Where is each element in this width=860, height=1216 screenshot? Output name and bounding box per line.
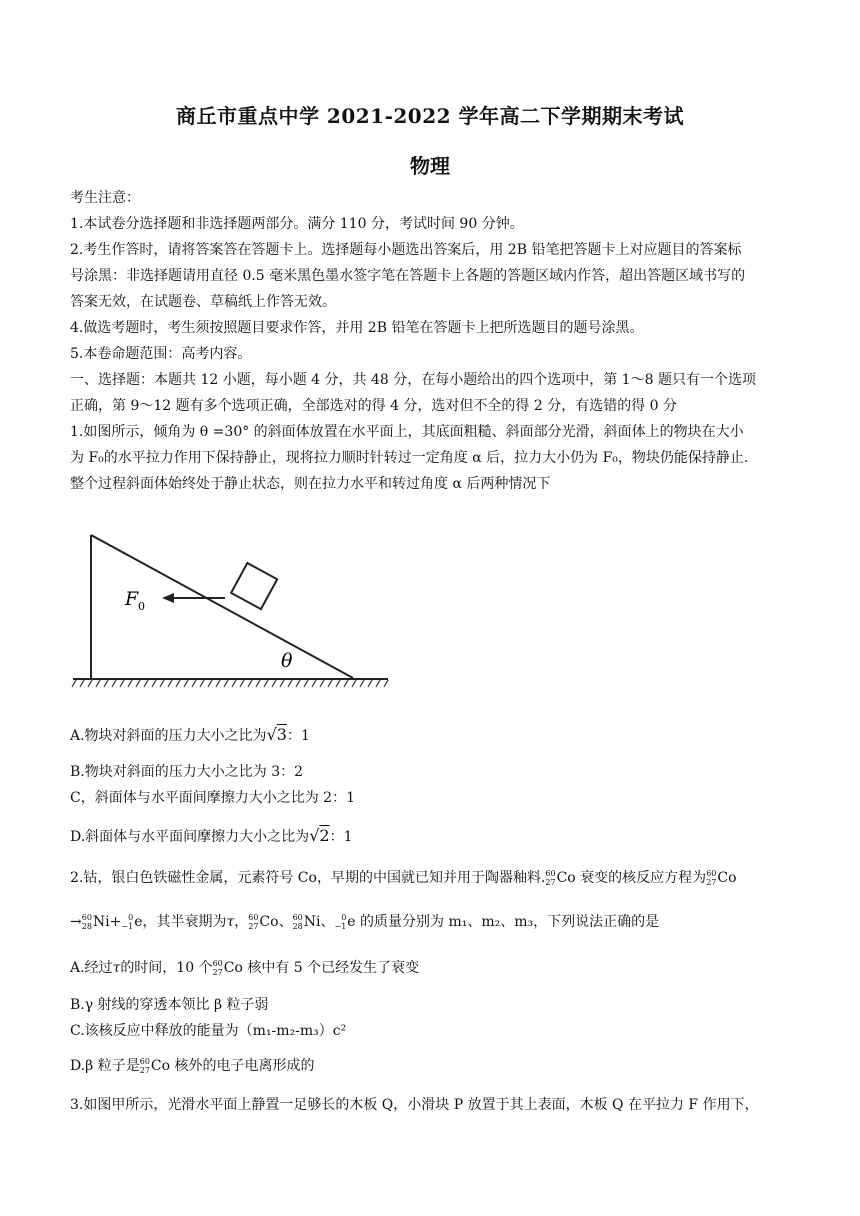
section-1-line-1: 一、选择题：本题共 12 小题，每小题 4 分，共 48 分，在每小题给出的四个选项中，第 1～8 题只有一个选项 <box>70 372 756 388</box>
q2-option-a: A.经过τ的时间，10 个 60 27 Co 核中有 5 个已经发生了衰变 <box>70 959 420 977</box>
q3-stem-line-1: 3.如图甲所示，光滑水平面上静置一足够长的木板 Q，小滑块 P 放置于其上表面，木板 Q 在平拉力 F 作用下， <box>70 1097 759 1113</box>
incline-figure <box>70 525 390 695</box>
notice-item-1: 1.本试卷分选择题和非选择题两部分。满分 110 分，考试时间 90 分钟。 <box>70 216 524 232</box>
angle-label: θ <box>281 650 293 672</box>
q2-option-b: B.γ 射线的穿透本领比 β 粒子弱 <box>70 997 269 1013</box>
q1-stem-line-3: 整个过程斜面体始终处于静止状态，则在拉力水平和转过角度 α 后两种情况下 <box>70 476 551 492</box>
q1-stem-line-2: 为 F₀的水平拉力作用下保持静止，现将拉力顺时针转过一定角度 α 后，拉力大小仍为 F₀，物块仍能保持静止. <box>70 450 749 466</box>
notice-item-2-line-1: 2.考生作答时，请将答案答在答题卡上。选择题每小题选出答案后，用 2B 铅笔把答题卡上对应题目的答案标 <box>70 242 742 258</box>
block <box>231 563 277 609</box>
force-label: F <box>125 588 139 610</box>
sqrt-symbol: √3 <box>266 725 287 744</box>
q2-stem-line-2: → 60 28 Ni+ 0 −1 e，其半衰期为τ， 60 27 Co、 60 28 Ni、 0 −1 e 的质量分别为 m₁、m₂、m₃，下列说法正确的是 <box>70 913 660 931</box>
q1-option-a: A.物块对斜面的压力大小之比为√3：1 <box>70 725 310 744</box>
notice-item-5: 5.本卷命题范围：高考内容。 <box>70 346 252 362</box>
force-subscript: 0 <box>138 600 145 613</box>
q1-option-d: D.斜面体与水平面间摩擦力大小之比为√2：1 <box>70 826 353 845</box>
sqrt-symbol: √2 <box>309 826 330 845</box>
q2-option-d: D.β 粒子是 60 27 Co 核外的电子电离形成的 <box>70 1057 315 1075</box>
q2-option-c: C.该核反应中释放的能量为（m₁-m₂-m₃）c² <box>70 1023 347 1039</box>
q2-stem-line-1: 2.钴，银白色铁磁性金属，元素符号 Co，早期的中国就已知并用于陶器釉料. 60 27 Co 衰变的核反应方程为 60 27 Co <box>70 869 737 887</box>
notice-heading: 考生注意： <box>70 190 140 206</box>
notice-item-4: 4.做选考题时，考生须按照题目要求作答，并用 2B 铅笔在答题卡上把所选题目的题号涂黑。 <box>70 320 644 336</box>
q1-option-b: B.物块对斜面的压力大小之比为 3：2 <box>70 764 304 780</box>
section-1-line-2: 正确，第 9～12 题有多个选项正确，全部选对的得 4 分，选对但不全的得 2 分，有选错的得 0 分 <box>70 398 678 414</box>
exam-title: 商丘市重点中学 2021-2022 学年高二下学期期末考试 <box>175 104 685 128</box>
exam-subject: 物理 <box>410 154 450 178</box>
notice-item-2-line-3: 答案无效，在试题卷、草稿纸上作答无效。 <box>70 294 336 310</box>
q1-option-c: C，斜面体与水平面间摩擦力大小之比为 2：1 <box>70 790 355 806</box>
q1-stem-line-1: 1.如图所示，倾角为 θ =30° 的斜面体放置在水平面上，其底面粗糙、斜面部分光滑，斜面体上的物块在大小 <box>70 424 744 440</box>
notice-item-2-line-2: 号涂黑：非选择题请用直径 0.5 毫米黑色墨水签字笔在答题卡上各题的答题区域内作答，超出答题区域书写的 <box>70 268 746 284</box>
